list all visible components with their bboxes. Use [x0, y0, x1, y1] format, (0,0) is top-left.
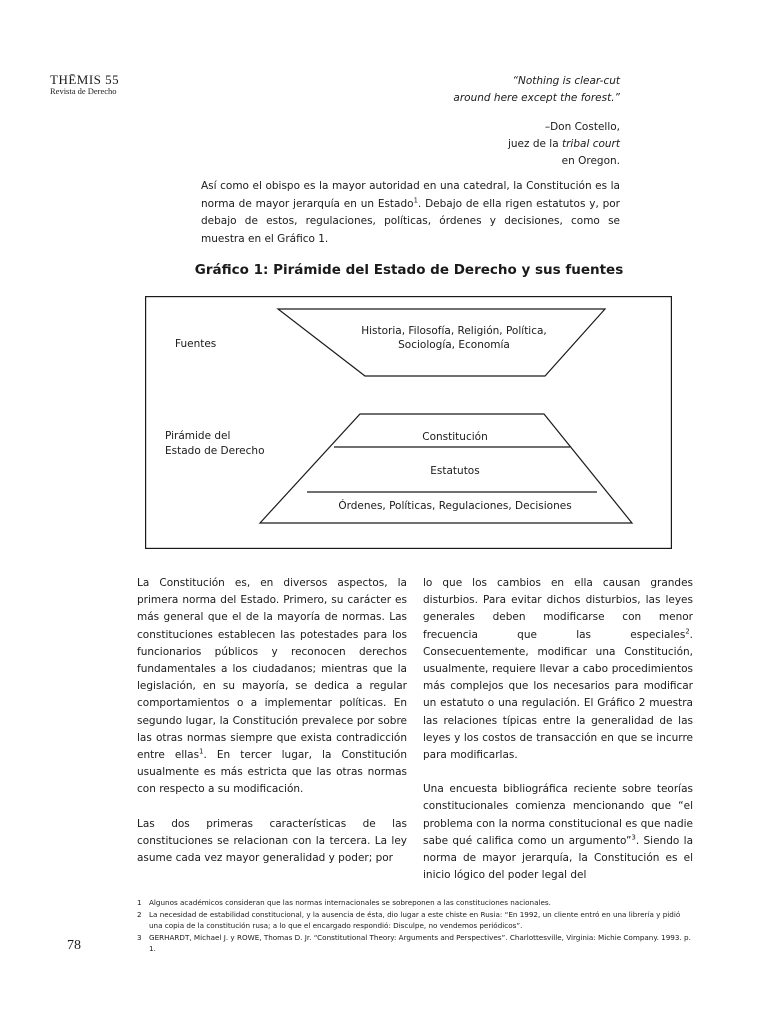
left-p1-text-b: . En tercer lugar, la Constitución usualmente es más estricta que las otras normas con respecto a su modificación. [137, 749, 407, 796]
intro-text-b: . Debajo de ella rigen estatutos y, por debajo de estos, regulaciones, políticas, órdenes y decisiones, como se muestra en el Gráfico 1. [201, 197, 620, 245]
pyramid-tier-ordenes: Órdenes, Políticas, Regulaciones, Decisiones [338, 500, 572, 512]
right-p2-text-a: Una encuesta bibliográfica reciente sobre teorías constitucionales comienza mencionando que “el problema con la norma constitucional es que nadie sabe qué califica como un argumento” [423, 783, 693, 847]
left-paragraph-2: Las dos primeras características de las constituciones se relacionan con la tercera. La ley asume cada vez mayor generalidad y poder; por [137, 817, 407, 865]
fuentes-line-1: Historia, Filosofía, Religión, Política, [361, 325, 547, 337]
epigraph [290, 73, 620, 170]
right-paragraph-2 [423, 781, 693, 884]
fuentes-line-2: Sociología, Economía [398, 339, 510, 351]
left-paragraph-1 [137, 575, 407, 799]
pyramid-tier-estatutos: Estatutos [430, 465, 480, 477]
footnote-ref: 3 [631, 833, 636, 842]
epigraph-quote-line-2: around here except the forest.” [453, 92, 620, 104]
figure-pyramid-diagram [145, 296, 672, 549]
footnote-ref: 1 [413, 196, 418, 204]
footnote-text: Algunos académicos consideran que las normas internacionales se sobreponen a las constituciones nacionales. [149, 898, 551, 907]
pyramid-tier-constitucion: Constitución [422, 431, 488, 443]
footnote [137, 909, 692, 932]
right-p2-text-b: . Siendo la norma de mayor jerarquía, la Constitución es el inicio lógico del poder legal del [423, 834, 694, 882]
right-paragraph-1 [423, 575, 693, 764]
page-number: 78 [67, 938, 81, 953]
footnote-number: 3 [137, 932, 142, 942]
body-column-right [423, 575, 693, 901]
epigraph-role [290, 136, 620, 153]
footnote-number: 1 [137, 898, 142, 907]
journal-title: THĒMIS 55 [50, 72, 120, 87]
figure-title: Gráfico 1: Pirámide del Estado de Derecho y sus fuentes [194, 262, 624, 278]
epigraph-author: –Don Costello, [544, 121, 620, 133]
pyramid-label-line-2: Estado de Derecho [165, 445, 265, 457]
footnote-text: GERHARDT, Michael J. y ROWE, Thomas D. Jr. “Constitutional Theory: Arguments and Perspectives”. Charlottesville, Virginia: Michie Company. 1993. p. 1. [149, 932, 691, 953]
left-p1-text-a: La Constitución es, en diversos aspectos, la primera norma del Estado. Primero, su carácter es más general que el de la mayoría de normas. Las constituciones establecen las potestades para los funcionarios públicos y reconocen derechos fundamentales a los ciudadanos; mientras que la legislación, en su mayoría, se dedica a regular comportamientos o a implementar políticas. En segundo lugar, la Constitución prevalece por sobre las otras normas siempre que exista contradicción entre ellas [137, 577, 407, 762]
right-p1-text-a: lo que los cambios en ella causan grandes disturbios. Para evitar dichos disturbios, las leyes generales deben modificarse con menor frecuencia que las especiales [423, 577, 693, 641]
epigraph-location: en Oregon. [561, 155, 620, 167]
footnote [137, 932, 692, 955]
body-column-left [137, 575, 407, 884]
footnotes [137, 897, 692, 955]
footnote-text: La necesidad de estabilidad constitucional, y la ausencia de ésta, dio lugar a este chiste en Rusia: “En 1992, un cliente entró en una librería y pidió una copia de la constitución rusa; a lo que el encargado respondió: Disculpe, no vendemos periódicos”. [149, 909, 681, 930]
fuentes-label: Fuentes [175, 338, 217, 350]
epigraph-role-italic: tribal court [562, 138, 620, 150]
footnote-ref: 2 [685, 627, 690, 636]
epigraph-quote-line-1: “Nothing is clear-cut [512, 75, 620, 87]
footnote [137, 897, 692, 909]
right-p1-text-b: . Consecuentemente, modificar una Constitución, usualmente, requiere llevar a cabo procedimientos más complejos que los necesarios para modificar un estatuto o una regulación. El Gráfico 2 muestra las relaciones típicas entre la generalidad de las leyes y los costos de transacción en que se incurre para modificarlas. [423, 628, 693, 762]
epigraph-role-prefix: juez de la [507, 138, 562, 150]
intro-text-a: Así como el obispo es la mayor autoridad en una catedral, la Constitución es la norma de mayor jerarquía en un Estado [201, 180, 620, 210]
footnote-ref: 1 [199, 747, 204, 756]
pyramid-label-line-1: Pirámide del [165, 430, 231, 442]
journal-subtitle: Revista de Derecho [50, 86, 117, 96]
footnote-number: 2 [137, 909, 142, 919]
intro-paragraph [201, 178, 620, 248]
